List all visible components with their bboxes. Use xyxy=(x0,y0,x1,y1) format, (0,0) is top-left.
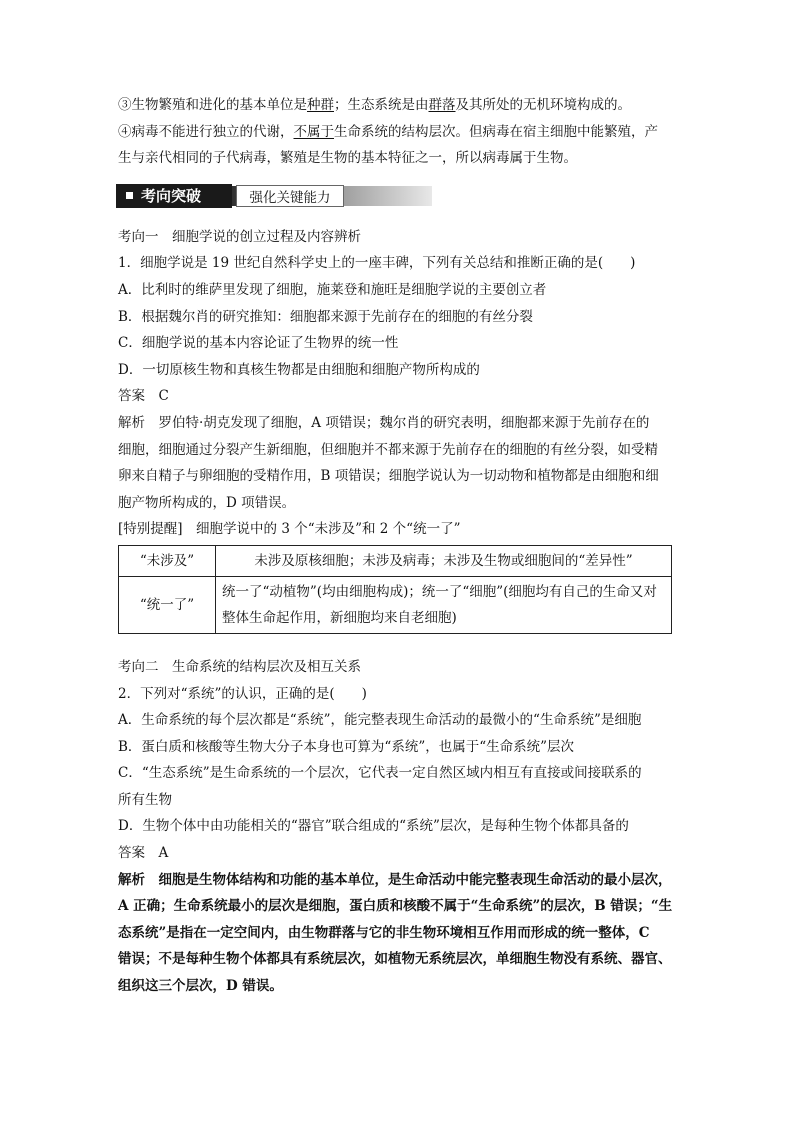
section-banner xyxy=(116,184,432,208)
intro-line-5: 生与亲代相同的子代病毒，繁殖是生物的基本特征之一，所以病毒属于生物。 xyxy=(118,150,577,167)
option-a: A．生命系统的每个层次都是“系统”，能完整表现生命活动的最微小的“生命系统”是细胞 xyxy=(118,712,642,729)
underlined-term: 群落 xyxy=(428,97,456,113)
table-row xyxy=(119,576,672,633)
answer-2: 答案 A xyxy=(118,845,169,862)
section1-heading: 考向一 细胞学说的创立过程及内容辨析 xyxy=(118,228,361,245)
intro-text: ；生态系统是由 xyxy=(334,97,429,113)
option-d: D．生物个体中由功能相关的“器官”联合组成的“系统”层次，是每种生物个体都具备的 xyxy=(118,818,629,835)
analysis-2-line: A 正确；生命系统最小的层次是细胞，蛋白质和核酸不属于“生命系统”的层次，B 错误；“生 xyxy=(118,898,673,915)
analysis-2-line: 解析 细胞是生物体结构和功能的基本单位，是生命活动中能完整表现生命活动的最小层次， xyxy=(118,871,672,888)
analysis-1-line: 胞产物所构成的，D 项错误。 xyxy=(118,494,296,511)
table-cell-value: 统一了“动植物”(均由细胞构成)；统一了“细胞”(细胞均有自己的生命又对整体生命起作用，新细胞均来自老细胞) xyxy=(216,576,672,633)
underlined-term: 不属于 xyxy=(293,123,334,140)
banner-title-box xyxy=(116,184,232,208)
intro-line-3 xyxy=(118,92,678,119)
intro-text: ③生物繁殖和进化的基本单位是 xyxy=(118,97,307,113)
underlined-term: 种群 xyxy=(307,97,334,113)
table-cell-key: “统一了” xyxy=(119,576,216,633)
tip-title: [特别提醒] 细胞学说中的 3 个“未涉及”和 2 个“统一了” xyxy=(118,521,461,538)
option-b: B．根据魏尔肖的研究推知：细胞都来源于先前存在的细胞的有丝分裂 xyxy=(118,308,533,325)
analysis-2-line: 错误；不是每种生物个体都具有系统层次，如植物无系统层次，单细胞生物没有系统、器官、 xyxy=(118,951,672,968)
question-1: 1．细胞学说是 19 世纪自然科学史上的一座丰碑，下列有关总结和推断正确的是( ) xyxy=(118,255,636,272)
spacer xyxy=(118,640,678,654)
intro-text: 生命系统的结构层次。但病毒在宿主细胞中能繁殖，产 xyxy=(334,123,658,140)
option-c: C．“生态系统”是生命系统的一个层次，它代表一定自然区域内相互有直接或间接联系的 xyxy=(118,765,642,782)
banner-tag: 强化关键能力 xyxy=(236,185,344,207)
question-2: 2．下列对“系统”的认识，正确的是( ) xyxy=(118,685,367,702)
tip-table xyxy=(118,545,672,634)
option-c: C．细胞学说的基本内容论证了生物界的统一性 xyxy=(118,335,399,352)
intro-line-4 xyxy=(118,119,678,146)
table-row xyxy=(119,545,672,576)
analysis-1-line: 细胞，细胞通过分裂产生新细胞，但细胞并不都来源于先前存在的细胞的有丝分裂，如受精 xyxy=(118,441,658,458)
section2-heading: 考向二 生命系统的结构层次及相互关系 xyxy=(118,658,361,675)
analysis-2-line: 态系统”是指在一定空间内，由生物群落与它的非生物环境相互作用而形成的统一整体，C xyxy=(118,924,650,941)
intro-text: 及其所处的无机环境构成的。 xyxy=(455,97,631,113)
table-cell-value: 未涉及原核细胞；未涉及病毒；未涉及生物或细胞间的“差异性” xyxy=(216,545,672,576)
square-bullet-icon xyxy=(126,192,133,199)
option-c-cont: 所有生物 xyxy=(118,791,172,808)
answer-1: 答案 C xyxy=(118,388,169,405)
banner-title: 考向突破 xyxy=(141,187,202,206)
analysis-1-line: 解析 罗伯特·胡克发现了细胞，A 项错误；魏尔肖的研究表明，细胞都来源于先前存在的 xyxy=(118,414,650,431)
analysis-2-line: 组织这三个层次，D 错误。 xyxy=(118,978,283,995)
table-cell-key: “未涉及” xyxy=(119,545,216,576)
option-a: A．比利时的维萨里发现了细胞，施莱登和施旺是细胞学说的主要创立者 xyxy=(118,281,547,298)
intro-text: ④病毒不能进行独立的代谢， xyxy=(118,123,294,140)
option-b: B．蛋白质和核酸等生物大分子本身也可算为“系统”，也属于“生命系统”层次 xyxy=(118,738,575,755)
analysis-1-line: 卵来自精子与卵细胞的受精作用，B 项错误；细胞学说认为一切动物和植物都是由细胞和细 xyxy=(118,468,659,485)
option-d: D．一切原核生物和真核生物都是由细胞和细胞产物所构成的 xyxy=(118,361,480,378)
document-page xyxy=(118,92,678,1000)
